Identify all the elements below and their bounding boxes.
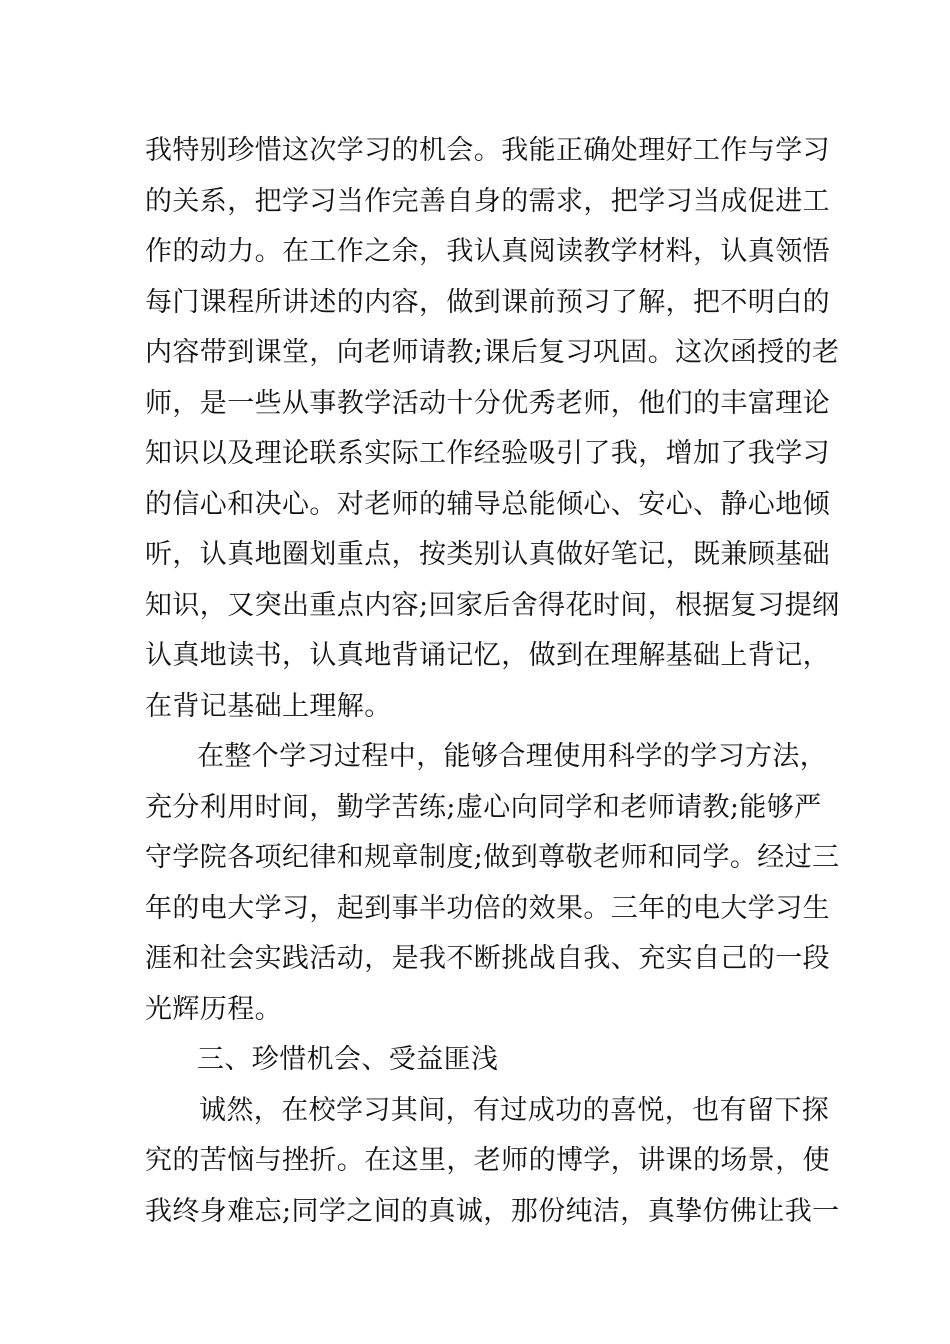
text-line: 在背记基础上理解。 — [145, 690, 392, 722]
text-line: 年的电大学习，起到事半功倍的效果。三年的电大学习生 — [145, 892, 830, 924]
text-line: 守学院各项纪律和规章制度;做到尊敬老师和同学。经过三 — [145, 842, 840, 873]
text-line: 知识，又突出重点内容;回家后舍得花时间，根据复习提纲 — [145, 589, 840, 621]
text-line: 师，是一些从事教学活动十分优秀老师，他们的丰富理论 — [145, 387, 830, 419]
text-line: 每门课程所讲述的内容，做到课前预习了解，把不明白的 — [145, 286, 830, 318]
text-line-indented: 在整个学习过程中，能够合理使用科学的学习方法， — [197, 741, 828, 772]
text-line: 充分利用时间，勤学苦练;虚心向同学和老师请教;能够严 — [145, 791, 822, 823]
text-line: 作的动力。在工作之余，我认真阅读教学材料，认真领悟 — [145, 236, 830, 267]
text-line-indented: 诚然，在校学习其间，有过成功的喜悦，也有留下探 — [199, 1094, 830, 1126]
text-line: 我终身难忘;同学之间的真诚，那份纯洁，真挚仿佛让我一 — [145, 1195, 840, 1227]
section-heading: 三、珍惜机会、受益匪浅 — [197, 1044, 499, 1075]
text-line: 涯和社会实践活动，是我不断挑战自我、充实自己的一段 — [145, 943, 830, 974]
text-line: 我特别珍惜这次学习的机会。我能正确处理好工作与学习 — [145, 135, 830, 166]
text-line: 究的苦恼与挫折。在这里，老师的博学，讲课的场景，使 — [145, 1145, 830, 1176]
text-line: 的关系，把学习当作完善自身的需求，把学习当成促进工 — [145, 185, 830, 217]
text-line: 光辉历程。 — [145, 993, 282, 1025]
paragraph-3 — [145, 1086, 840, 1238]
document-body — [145, 126, 840, 1237]
text-line: 知识以及理论联系实际工作经验吸引了我，增加了我学习 — [145, 438, 830, 469]
text-line: 内容带到课堂，向老师请教;课后复习巩固。这次函授的老 — [145, 337, 840, 368]
text-line: 认真地读书，认真地背诵记忆，做到在理解基础上背记， — [145, 640, 830, 671]
paragraph-1 — [145, 126, 840, 732]
paragraph-2 — [145, 732, 840, 1035]
text-line: 的信心和决心。对老师的辅导总能倾心、安心、静心地倾 — [145, 488, 830, 520]
text-line: 听，认真地圈划重点，按类别认真做好笔记，既兼顾基础 — [145, 539, 830, 570]
